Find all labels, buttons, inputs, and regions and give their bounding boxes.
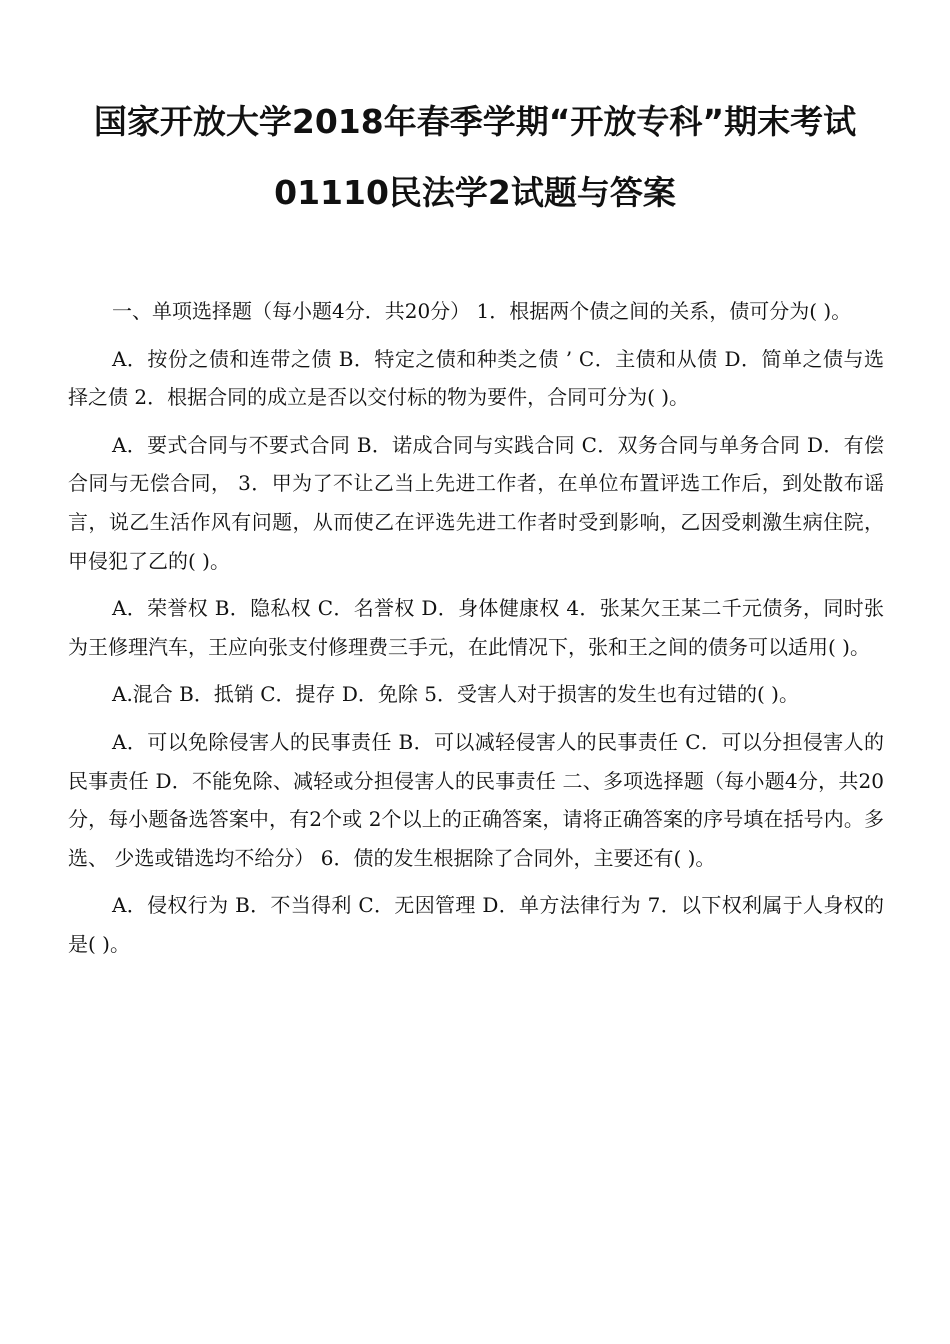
paragraph-6: A．可以免除侵害人的民事责任 B．可以减轻侵害人的民事责任 C．可以分担侵害人的民事责任 D．不能免除、减轻或分担侵害人的民事责任 二、多项选择题（每小题4分，共20分，每小题备选答案中，有2个或 2个以上的正确答案，请将正确答案的序号填在括号内。多选、 少选或错选均不给分） 6．债的发生根据除了合同外，主要还有( )。 bbox=[68, 729, 884, 870]
paragraph-2: A．按份之债和连带之债 B．特定之债和种类之债 ’ C．主债和从债 D．简单之债与选择之债 2．根据合同的成立是否以交付标的物为要件，合同可分为( )。 bbox=[68, 346, 884, 410]
document-title: 国家开放大学2018年春季学期“开放专科”期末考试 bbox=[93, 102, 857, 141]
document-subtitle: 01110民法学2试题与答案 bbox=[274, 173, 676, 212]
paragraph-3: A．要式合同与不要式合同 B．诺成合同与实践合同 C．双务合同与单务合同 D．有偿合同与无偿合同， 3．甲为了不让乙当上先进工作者，在单位布置评选工作后，到处散布谣言，说乙生活作风有问题，从而使乙在评选先进工作者时受到影响，乙因受刺激生病住院，甲侵犯了乙的( )。 bbox=[68, 432, 884, 573]
paragraph-4: A．荣誉权 B．隐私权 C．名誉权 D．身体健康权 4．张某欠王某二千元债务，同时张为王修理汽车，王应向张支付修理费三手元，在此情况下，张和王之间的债务可以适用( )。 bbox=[68, 596, 884, 659]
paragraph-7: A．侵权行为 B．不当得利 C．无因管理 D．单方法律行为 7．以下权利属于人身权的是( )。 bbox=[68, 893, 884, 956]
paragraph-1: 一、单项选择题（每小题4分．共20分） 1．根据两个债之间的关系，债可分为( )。 bbox=[112, 299, 852, 323]
paragraph-5: A.混合 B．抵销 C．提存 D．免除 5．受害人对于损害的发生也有过错的( )。 bbox=[112, 682, 799, 707]
document-body bbox=[68, 292, 884, 973]
